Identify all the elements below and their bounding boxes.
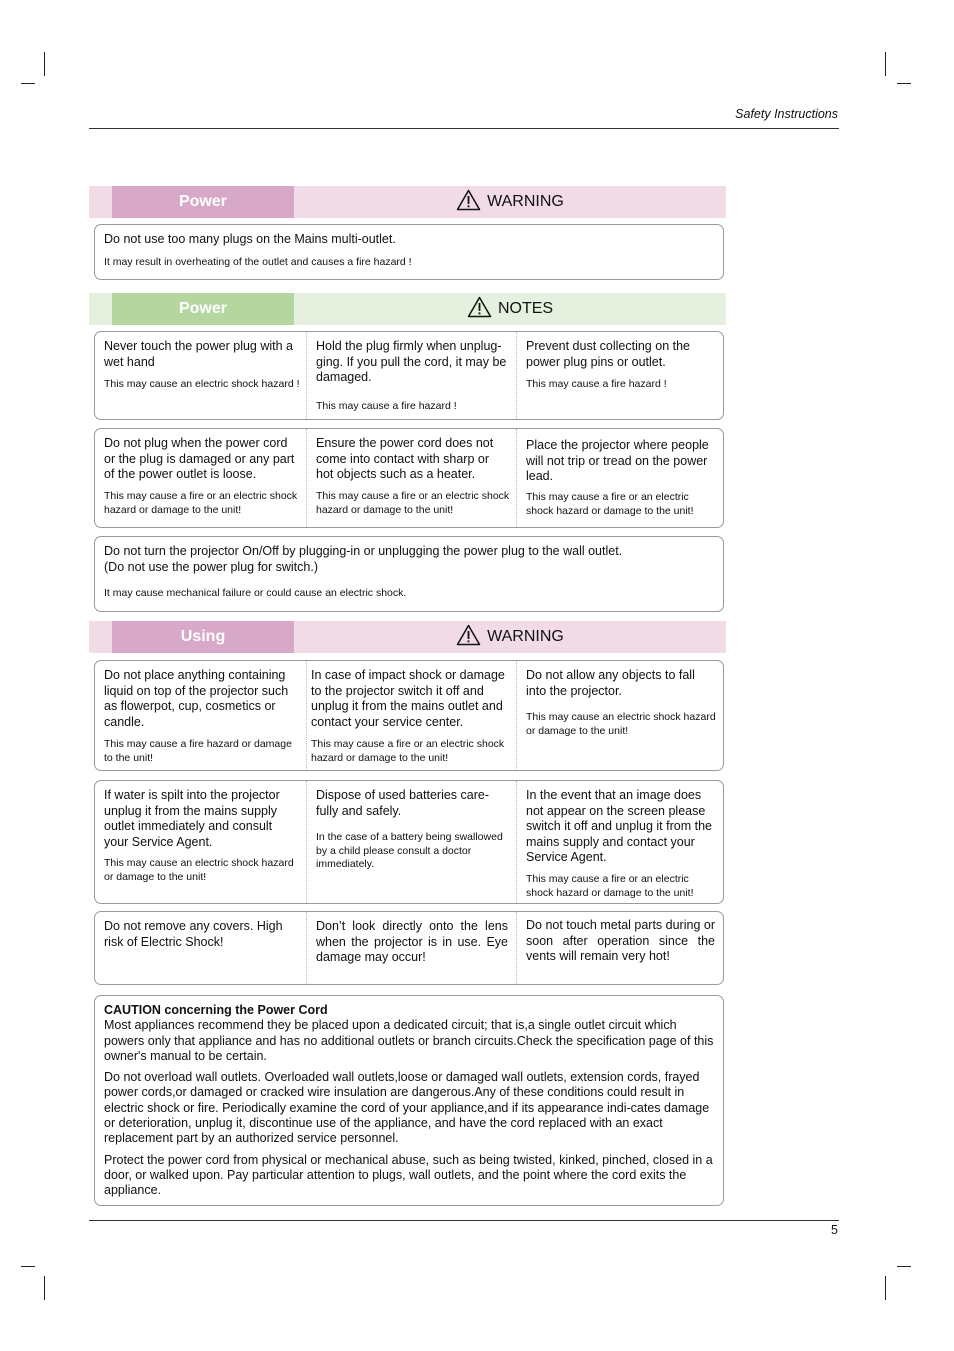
note-text: Do not allow any objects to fall into the projector.	[526, 668, 695, 698]
note-subtext: In the case of a battery being swallowed by a child please consult a doctor immediately.	[316, 831, 503, 870]
note-subtext: This may cause a fire hazard !	[316, 400, 457, 412]
notes-full-box	[94, 536, 724, 612]
caution-power-cord-box	[94, 995, 724, 1206]
note-text: Do not touch metal parts during or soon after operation since the vents will remain very hot!	[526, 918, 715, 963]
section-label-text: WARNING	[487, 193, 564, 210]
note-subtext: This may cause a fire hazard or damage to the unit!	[104, 738, 292, 764]
section-tab: Using	[112, 621, 294, 653]
section-tab: Power	[112, 186, 294, 218]
power-warning-box	[94, 224, 724, 280]
note-text: Hold the plug firmly when unplug-ging. If you pull the cord, it may be damaged.	[316, 339, 507, 384]
section-label	[294, 186, 726, 218]
section-tab: Power	[112, 293, 294, 325]
note-text: Ensure the power cord does not come into contact with sharp or hot objects such as a heater.	[316, 436, 494, 481]
note-cell	[306, 781, 516, 903]
caution-paragraph: Protect the power cord from physical or mechanical abuse, such as being twisted, kinked, pinched, closed in a door, or walked upon. Pay particular attention to plugs, wall outlets, and the point where the cord exits the appliance.	[104, 1152, 713, 1198]
note-subtext: This may cause an electric shock hazard !	[104, 378, 300, 390]
note-text: Do not place anything containing liquid on top of the projector such as flowerpot, cup, cosmetics or candle.	[104, 668, 289, 729]
section-label-text: WARNING	[487, 628, 564, 645]
section-label	[294, 293, 726, 325]
note-text: In case of impact shock or damage to the projector switch it off and unplug it from the mains outlet and contact your service center.	[311, 668, 505, 729]
note-text: Dispose of used batteries care-fully and safely.	[316, 788, 490, 818]
note-cell	[95, 661, 306, 770]
note-cell	[306, 429, 516, 527]
note-cell	[516, 661, 723, 770]
note-cell	[516, 332, 723, 419]
note-cell	[95, 332, 306, 419]
note-cell	[306, 912, 516, 984]
caution-paragraph: Most appliances recommend they be placed upon a dedicated circuit; that is,a single outlet circuit which powers only that appliance and has no additional outlets or branch circuits.Check the specification page of this owner's manual to be certain.	[104, 1018, 714, 1063]
note-text: In the event that an image does not appear on the screen please switch it off and unplug it from the mains supply and contact your Service Agent.	[526, 788, 712, 864]
note-text: Do not remove any covers. High risk of Electric Shock!	[104, 919, 283, 949]
crop-mark	[885, 52, 886, 76]
note-cell	[95, 429, 306, 527]
note-cell	[95, 781, 306, 903]
warning-triangle-icon	[456, 189, 481, 216]
note-cell	[306, 661, 516, 770]
notes-row-1	[94, 331, 724, 420]
note-subtext: This may cause a fire hazard !	[526, 378, 667, 390]
note-text: Do not plug when the power cord or the plug is damaged or any part of the power outlet is loose.	[104, 436, 295, 481]
note-text: Place the projector where people will not trip or tread on the power lead.	[526, 438, 709, 483]
warning-subtext: It may result in overheating of the outlet and causes a fire hazard !	[104, 256, 412, 268]
note-subtext: This may cause an electric shock hazard or damage to the unit!	[526, 711, 716, 737]
note-text: If water is spilt into the projector unplug it from the mains supply outlet immediately and consult your Service Agent.	[104, 788, 280, 849]
crop-mark	[44, 1276, 45, 1300]
note-cell	[306, 332, 516, 419]
using-row-3	[94, 911, 724, 985]
footer-rule	[89, 1220, 839, 1221]
note-cell	[516, 429, 723, 527]
note-subtext: This may cause a fire or an electric shock hazard or damage to the unit!	[526, 873, 694, 899]
note-subtext: This may cause an electric shock hazard or damage to the unit!	[104, 857, 294, 883]
using-row-1	[94, 660, 724, 771]
section-using-warning	[89, 621, 726, 653]
crop-mark	[44, 52, 45, 76]
note-text: (Do not use the power plug for switch.)	[104, 559, 318, 574]
header-rule	[89, 128, 839, 129]
crop-mark	[897, 83, 911, 84]
header-title: Safety Instructions	[735, 107, 838, 121]
warning-triangle-icon	[456, 624, 481, 651]
note-cell	[95, 912, 306, 984]
crop-mark	[897, 1266, 911, 1267]
caution-paragraph: Do not overload wall outlets. Overloaded wall outlets,loose or damaged wall outlets, extension cords, frayed power cords,or damaged or cracked wire insulation are dangerous.Any of these conditions could result in electric shock or fire. Periodically examine the cord of your appliance,and if its appearance indi-cates damage or deterioration, unplug it, discontinue use of the appliance, and have the cord replaced with an exact replacement part by an authorized service personnel.	[104, 1070, 710, 1146]
note-text: Do not turn the projector On/Off by plugging-in or unplugging the power plug to the wall outlet.	[104, 544, 623, 558]
note-subtext: This may cause a fire or an electric shock hazard or damage to the unit!	[311, 738, 505, 764]
note-text: Prevent dust collecting on the power plug pins or outlet.	[526, 339, 690, 369]
crop-mark	[885, 1276, 886, 1300]
note-subtext: This may cause a fire or an electric shock hazard or damage to the unit!	[316, 490, 510, 516]
section-label-text: NOTES	[497, 300, 554, 317]
note-cell	[516, 781, 723, 903]
notes-row-2	[94, 428, 724, 528]
page-number: 5	[831, 1223, 838, 1237]
warning-text: Do not use too many plugs on the Mains multi-outlet.	[104, 232, 396, 246]
note-subtext: This may cause a fire or an electric shock hazard or damage to the unit!	[526, 491, 694, 517]
section-label	[294, 621, 726, 653]
note-subtext: It may cause mechanical failure or could cause an electric shock.	[104, 587, 407, 599]
warning-triangle-icon	[467, 296, 492, 323]
section-power-warning	[89, 186, 726, 218]
caution-title: CAUTION concerning the Power Cord	[104, 1003, 328, 1017]
crop-mark	[21, 83, 35, 84]
using-row-2	[94, 780, 724, 904]
note-subtext: This may cause a fire or an electric shock hazard or damage to the unit!	[104, 490, 298, 516]
note-text: Don’t look directly onto the lens when the projector is in use. Eye damage may occur!	[316, 919, 508, 964]
note-text: Never touch the power plug with a wet hand	[104, 339, 293, 369]
note-cell	[516, 912, 723, 984]
section-power-notes	[89, 293, 726, 325]
crop-mark	[21, 1266, 35, 1267]
